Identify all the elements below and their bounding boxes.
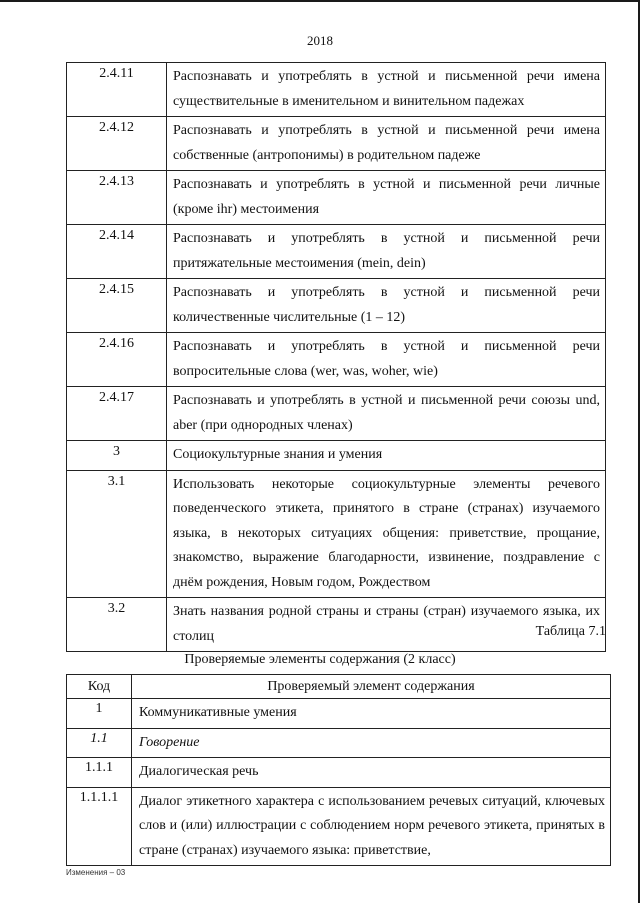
- row-text: Распознавать и употреблять в устной и письменной речи личные (кроме ihr) местоимения: [167, 171, 606, 225]
- row-code: 1.1.1: [67, 758, 132, 788]
- row-code: 1: [67, 699, 132, 729]
- row-code: 3.1: [67, 470, 167, 598]
- row-code: 2.4.16: [67, 333, 167, 387]
- content-elements-table-body: [67, 699, 611, 866]
- table-row: [67, 699, 611, 729]
- row-text: Диалог этикетного характера с использованием речевых ситуаций, ключевых слов и (или) иллюстрации с соблюдением норм речевого этикета, принятых в стране (странах) изучаемого языка: приветствие,: [132, 787, 611, 866]
- row-code: 1.1.1.1: [67, 787, 132, 866]
- row-code: 1.1: [67, 728, 132, 758]
- table-row: [67, 758, 611, 788]
- skills-table-body: [67, 63, 606, 652]
- row-text: Использовать некоторые социокультурные элементы речевого поведенческого этикета, принятого в стране (странах) изучаемого языка, в некоторых ситуациях общения: приветствие, прощание, знакомство, выражение благодарности, извинение, поздравление с днём рождения, Новым годом, Рождеством: [167, 470, 606, 598]
- row-text: Распознавать и употреблять в устной и письменной речи имена собственные (антропонимы) в родительном падеже: [167, 117, 606, 171]
- table-row: [67, 728, 611, 758]
- page-footer-note: Изменения – 03: [66, 868, 126, 877]
- table-row: [67, 333, 606, 387]
- table-row: [67, 279, 606, 333]
- row-text: Распознавать и употреблять в устной и письменной речи количественные числительные (1 – 12): [167, 279, 606, 333]
- skills-table: [66, 62, 606, 652]
- row-text: Распознавать и употреблять в устной и письменной речи притяжательные местоимения (mein, dein): [167, 225, 606, 279]
- row-text: Знать названия родной страны и страны (стран) изучаемого языка, их столиц: [167, 598, 606, 652]
- table-row: [67, 787, 611, 866]
- table-row: [67, 387, 606, 441]
- row-text: Диалогическая речь: [132, 758, 611, 788]
- column-header-code: Код: [67, 675, 132, 699]
- table-row: [67, 171, 606, 225]
- table-header-row: [67, 675, 611, 699]
- row-code: 2.4.15: [67, 279, 167, 333]
- row-text: Распознавать и употреблять в устной и письменной речи имена существительные в именительном и винительном падежах: [167, 63, 606, 117]
- table-header: [67, 675, 611, 699]
- row-text: Социокультурные знания и умения: [167, 441, 606, 471]
- row-text: Распознавать и употреблять в устной и письменной речи вопросительные слова (wer, was, woher, wie): [167, 333, 606, 387]
- column-header-element: Проверяемый элемент содержания: [132, 675, 611, 699]
- table-caption: Таблица 7.1: [535, 624, 606, 639]
- row-code: 3.2: [67, 598, 167, 652]
- row-code: 2.4.13: [67, 171, 167, 225]
- row-text: Коммуникативные умения: [132, 699, 611, 729]
- row-code: 2.4.14: [67, 225, 167, 279]
- row-code: 2.4.17: [67, 387, 167, 441]
- row-text: Распознавать и употреблять в устной и письменной речи союзы und, aber (при однородных членах): [167, 387, 606, 441]
- table-row: [67, 598, 606, 652]
- table-row: [67, 225, 606, 279]
- content-elements-table: [66, 674, 611, 866]
- page-top-edge: [0, 0, 640, 2]
- table-row: [67, 441, 606, 471]
- row-code: 2.4.11: [67, 63, 167, 117]
- table-title: Проверяемые элементы содержания (2 класс): [184, 652, 456, 667]
- row-code: 2.4.12: [67, 117, 167, 171]
- table-row: [67, 470, 606, 598]
- row-text: Говорение: [132, 728, 611, 758]
- page-year: 2018: [307, 33, 333, 48]
- table-row: [67, 63, 606, 117]
- row-code: 3: [67, 441, 167, 471]
- table-row: [67, 117, 606, 171]
